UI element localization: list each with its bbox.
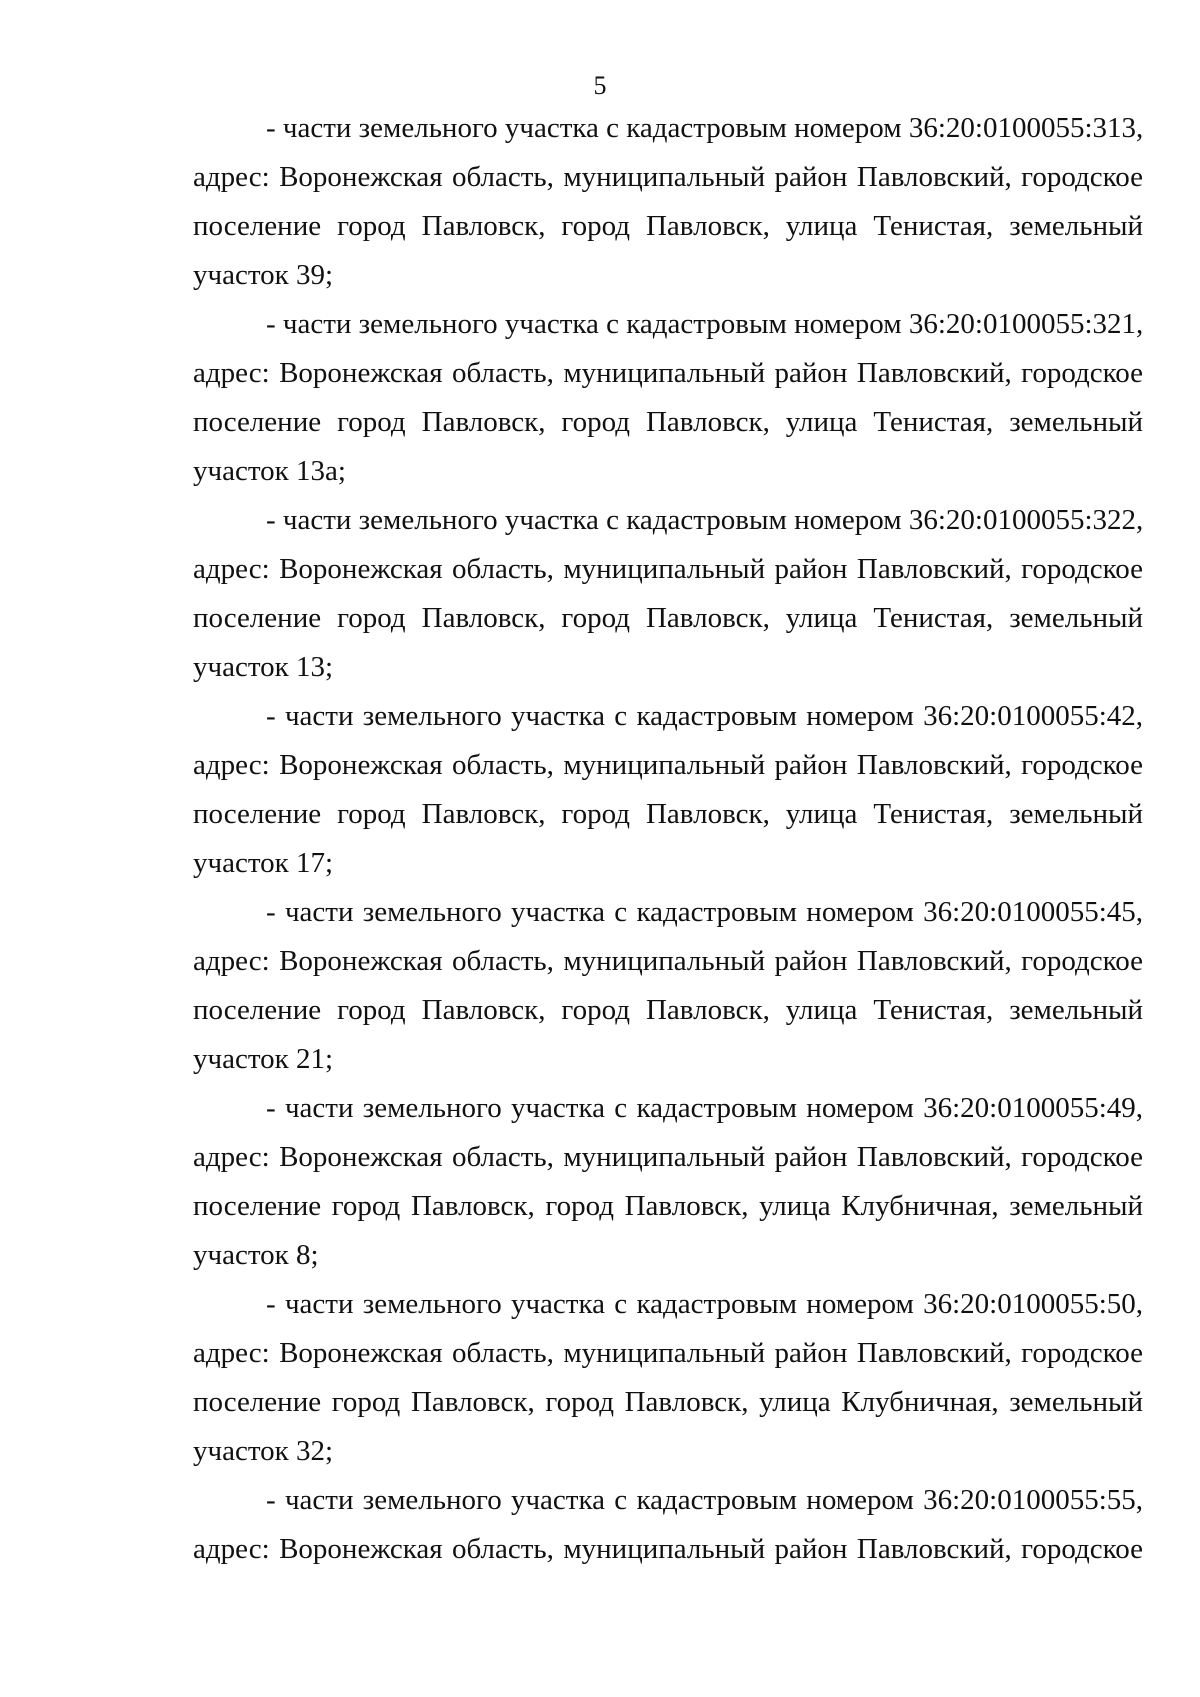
list-item	[193, 300, 1143, 496]
list-item-text-line: поселение город Павловск, город Павловск, улица Клубничная, земельный	[193, 1190, 1143, 1222]
list-item-text-line: поселение город Павловск, город Павловск, улица Тенистая, земельный	[193, 798, 1143, 830]
list-item-text-line: поселение город Павловск, город Павловск, улица Тенистая, земельный	[193, 602, 1143, 634]
list-item-text-line: поселение город Павловск, город Павловск, улица Тенистая, земельный	[193, 406, 1143, 438]
list-item-text-line: поселение город Павловск, город Павловск, улица Тенистая, земельный	[193, 210, 1143, 242]
list-item-heading-line: - части земельного участка с кадастровым номером 36:20:0100055:55,	[266, 1484, 1143, 1516]
list-item	[193, 1084, 1143, 1280]
list-item-heading-line: - части земельного участка с кадастровым номером 36:20:0100055:321,	[266, 308, 1143, 340]
list-item	[193, 496, 1143, 692]
list-item	[193, 1280, 1143, 1476]
list-item-heading-line: - части земельного участка с кадастровым номером 36:20:0100055:322,	[266, 504, 1143, 536]
list-item-text-line: адрес: Воронежская область, муниципальный район Павловский, городское	[193, 553, 1143, 585]
list-item-text-line: адрес: Воронежская область, муниципальный район Павловский, городское	[193, 749, 1143, 781]
list-item-text-line: адрес: Воронежская область, муниципальный район Павловский, городское	[193, 1337, 1143, 1369]
document-body	[193, 104, 1143, 1574]
list-item-text-line: поселение город Павловск, город Павловск, улица Тенистая, земельный	[193, 994, 1143, 1026]
list-item	[193, 104, 1143, 300]
list-item-text-line: участок 8;	[193, 1239, 319, 1271]
list-item-heading-line: - части земельного участка с кадастровым номером 36:20:0100055:42,	[266, 700, 1143, 732]
list-item-heading-line: - части земельного участка с кадастровым номером 36:20:0100055:313,	[266, 112, 1143, 144]
list-item-text-line: участок 32;	[193, 1435, 334, 1467]
page-number: 5	[593, 71, 607, 100]
list-item	[193, 888, 1143, 1084]
list-item-text-line: адрес: Воронежская область, муниципальный район Павловский, городское	[193, 1533, 1143, 1565]
list-item	[193, 692, 1143, 888]
list-item-text-line: участок 39;	[193, 259, 334, 291]
list-item-text-line: поселение город Павловск, город Павловск, улица Клубничная, земельный	[193, 1386, 1143, 1418]
list-item-text-line: участок 17;	[193, 847, 334, 879]
list-item-text-line: участок 13;	[193, 651, 334, 683]
list-item-heading-line: - части земельного участка с кадастровым номером 36:20:0100055:49,	[266, 1092, 1143, 1124]
list-item-text-line: участок 13а;	[193, 455, 346, 487]
list-item-heading-line: - части земельного участка с кадастровым номером 36:20:0100055:45,	[266, 896, 1143, 928]
list-item-text-line: адрес: Воронежская область, муниципальный район Павловский, городское	[193, 1141, 1143, 1173]
list-item-heading-line: - части земельного участка с кадастровым номером 36:20:0100055:50,	[266, 1288, 1143, 1320]
list-item-text-line: адрес: Воронежская область, муниципальный район Павловский, городское	[193, 357, 1143, 389]
list-item-text-line: участок 21;	[193, 1043, 334, 1075]
list-item	[193, 1476, 1143, 1574]
list-item-text-line: адрес: Воронежская область, муниципальный район Павловский, городское	[193, 161, 1143, 193]
list-item-text-line: адрес: Воронежская область, муниципальный район Павловский, городское	[193, 945, 1143, 977]
